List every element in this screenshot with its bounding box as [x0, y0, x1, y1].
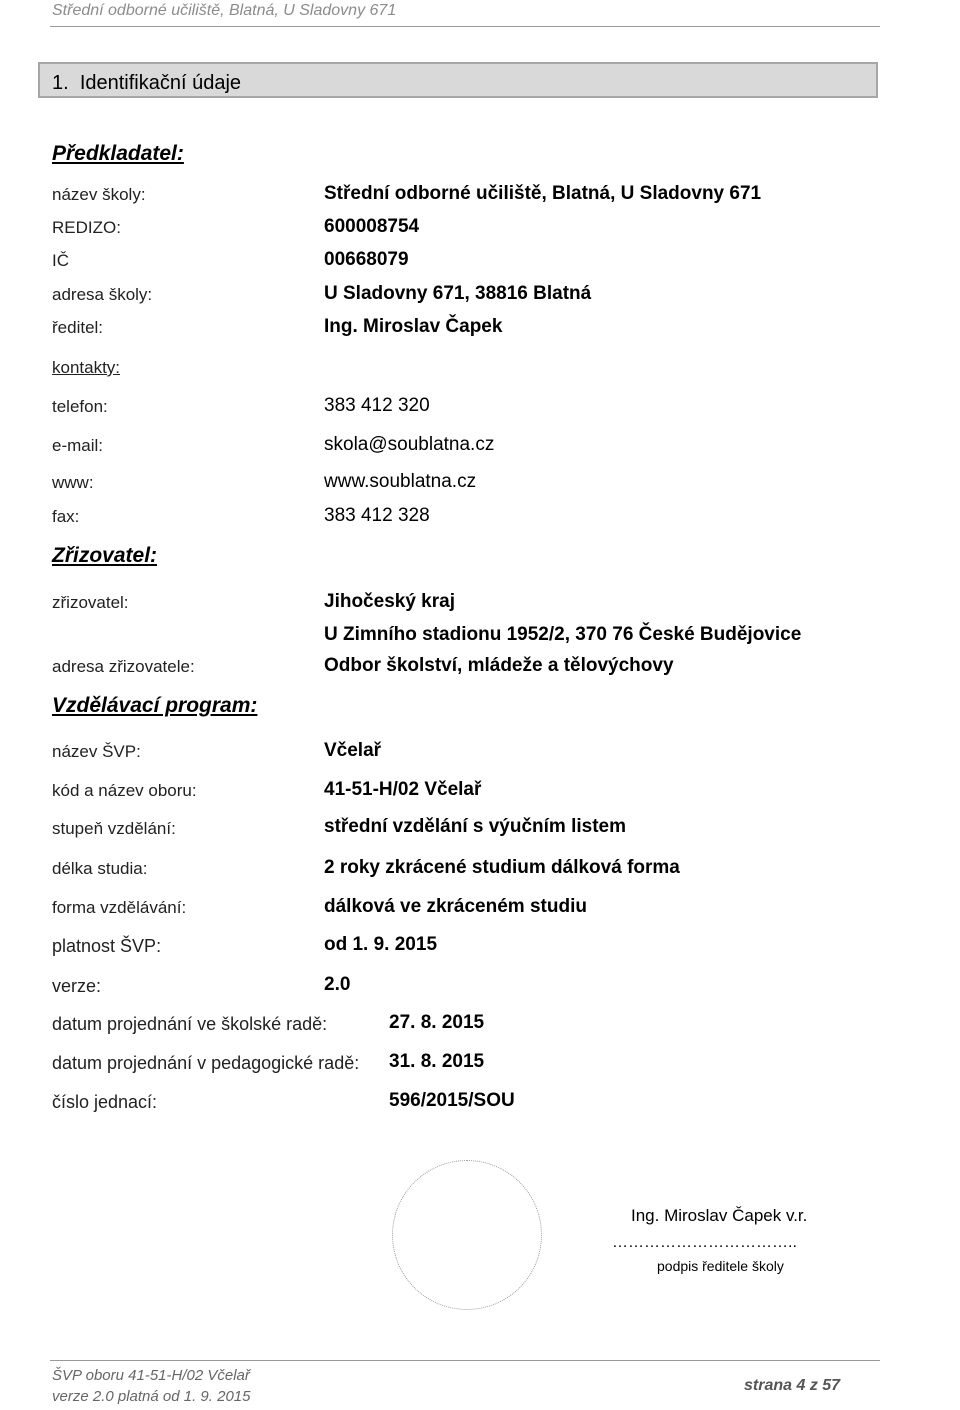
section-number: 1. [52, 72, 69, 94]
founder-address-line: U Zimního stadionu 1952/2, 370 76 České Budějovice [324, 624, 802, 645]
validity-label: platnost ŠVP: [52, 936, 162, 956]
www-value[interactable]: www.soublatna.cz [324, 471, 477, 492]
svp-name-value: Včelař [324, 740, 382, 761]
field-code-value: 41-51-H/02 Včelař [324, 779, 482, 800]
version-label: verze: [52, 976, 102, 996]
footer-line-2: verze 2.0 platná od 1. 9. 2015 [52, 1388, 251, 1405]
footer-line-1: ŠVP oboru 41-51-H/02 Včelař [52, 1367, 250, 1384]
education-level-value: střední vzdělání s výučním listem [324, 816, 626, 837]
reference-number-value: 596/2015/SOU [389, 1090, 515, 1111]
director-label: ředitel: [52, 318, 104, 337]
signature-caption: podpis ředitele školy [657, 1258, 784, 1274]
svp-name-label: název ŠVP: [52, 742, 141, 761]
school-board-label: datum projednání ve školské radě: [52, 1014, 328, 1034]
fax-label: fax: [52, 507, 80, 526]
program-heading: Vzdělávací program: [52, 694, 258, 717]
ic-label: IČ [52, 251, 69, 270]
study-form-value: dálková ve zkráceném studiu [324, 896, 587, 917]
school-address-value: U Sladovny 671, 38816 Blatná [324, 283, 592, 304]
fax-value: 383 412 328 [324, 505, 430, 526]
founder-label: zřizovatel: [52, 593, 129, 612]
founder-value: Jihočeský kraj [324, 591, 455, 612]
stamp-placeholder [392, 1160, 542, 1310]
section-title [52, 72, 241, 95]
teacher-board-value: 31. 8. 2015 [389, 1051, 485, 1072]
email-value[interactable]: skola@soublatna.cz [324, 434, 495, 455]
predkladatel-heading: Předkladatel: [52, 142, 184, 165]
phone-value: 383 412 320 [324, 395, 430, 416]
footer-rule [50, 1360, 880, 1361]
founder-address-label: adresa zřizovatele: [52, 657, 195, 676]
education-level-label: stupeň vzdělání: [52, 819, 176, 838]
phone-label: telefon: [52, 397, 108, 416]
director-value: Ing. Miroslav Čapek [324, 316, 503, 337]
version-value: 2.0 [324, 974, 351, 995]
founder-address-value: Odbor školství, mládeže a tělovýchovy [324, 655, 674, 676]
signature-name: Ing. Miroslav Čapek v.r. [631, 1206, 808, 1225]
www-label: www: [52, 473, 94, 492]
footer-page-number: strana 4 z 57 [744, 1377, 841, 1394]
study-length-value: 2 roky zkrácené studium dálková forma [324, 857, 680, 878]
contacts-heading: kontakty: [52, 358, 121, 377]
study-length-label: délka studia: [52, 859, 148, 878]
section-title-text: Identifikační údaje [79, 72, 242, 94]
header-rule [50, 26, 880, 27]
page-header: Střední odborné učiliště, Blatná, U Sladovny 671 [52, 2, 397, 19]
redizo-value: 600008754 [324, 216, 420, 237]
ic-value: 00668079 [324, 249, 409, 270]
field-code-label: kód a název oboru: [52, 781, 197, 800]
school-address-label: adresa školy: [52, 285, 153, 304]
reference-number-label: číslo jednací: [52, 1092, 158, 1112]
validity-value: od 1. 9. 2015 [324, 934, 438, 955]
signature-line: …………………………….. [612, 1234, 797, 1251]
teacher-board-label: datum projednání v pedagogické radě: [52, 1053, 360, 1073]
study-form-label: forma vzdělávání: [52, 898, 187, 917]
school-name-label: název školy: [52, 185, 146, 204]
school-board-value: 27. 8. 2015 [389, 1012, 485, 1033]
school-name-value: Střední odborné učiliště, Blatná, U Sladovny 671 [324, 183, 762, 204]
redizo-label: REDIZO: [52, 218, 121, 237]
zrizovatel-heading: Zřizovatel: [52, 544, 158, 567]
email-label: e-mail: [52, 436, 104, 455]
